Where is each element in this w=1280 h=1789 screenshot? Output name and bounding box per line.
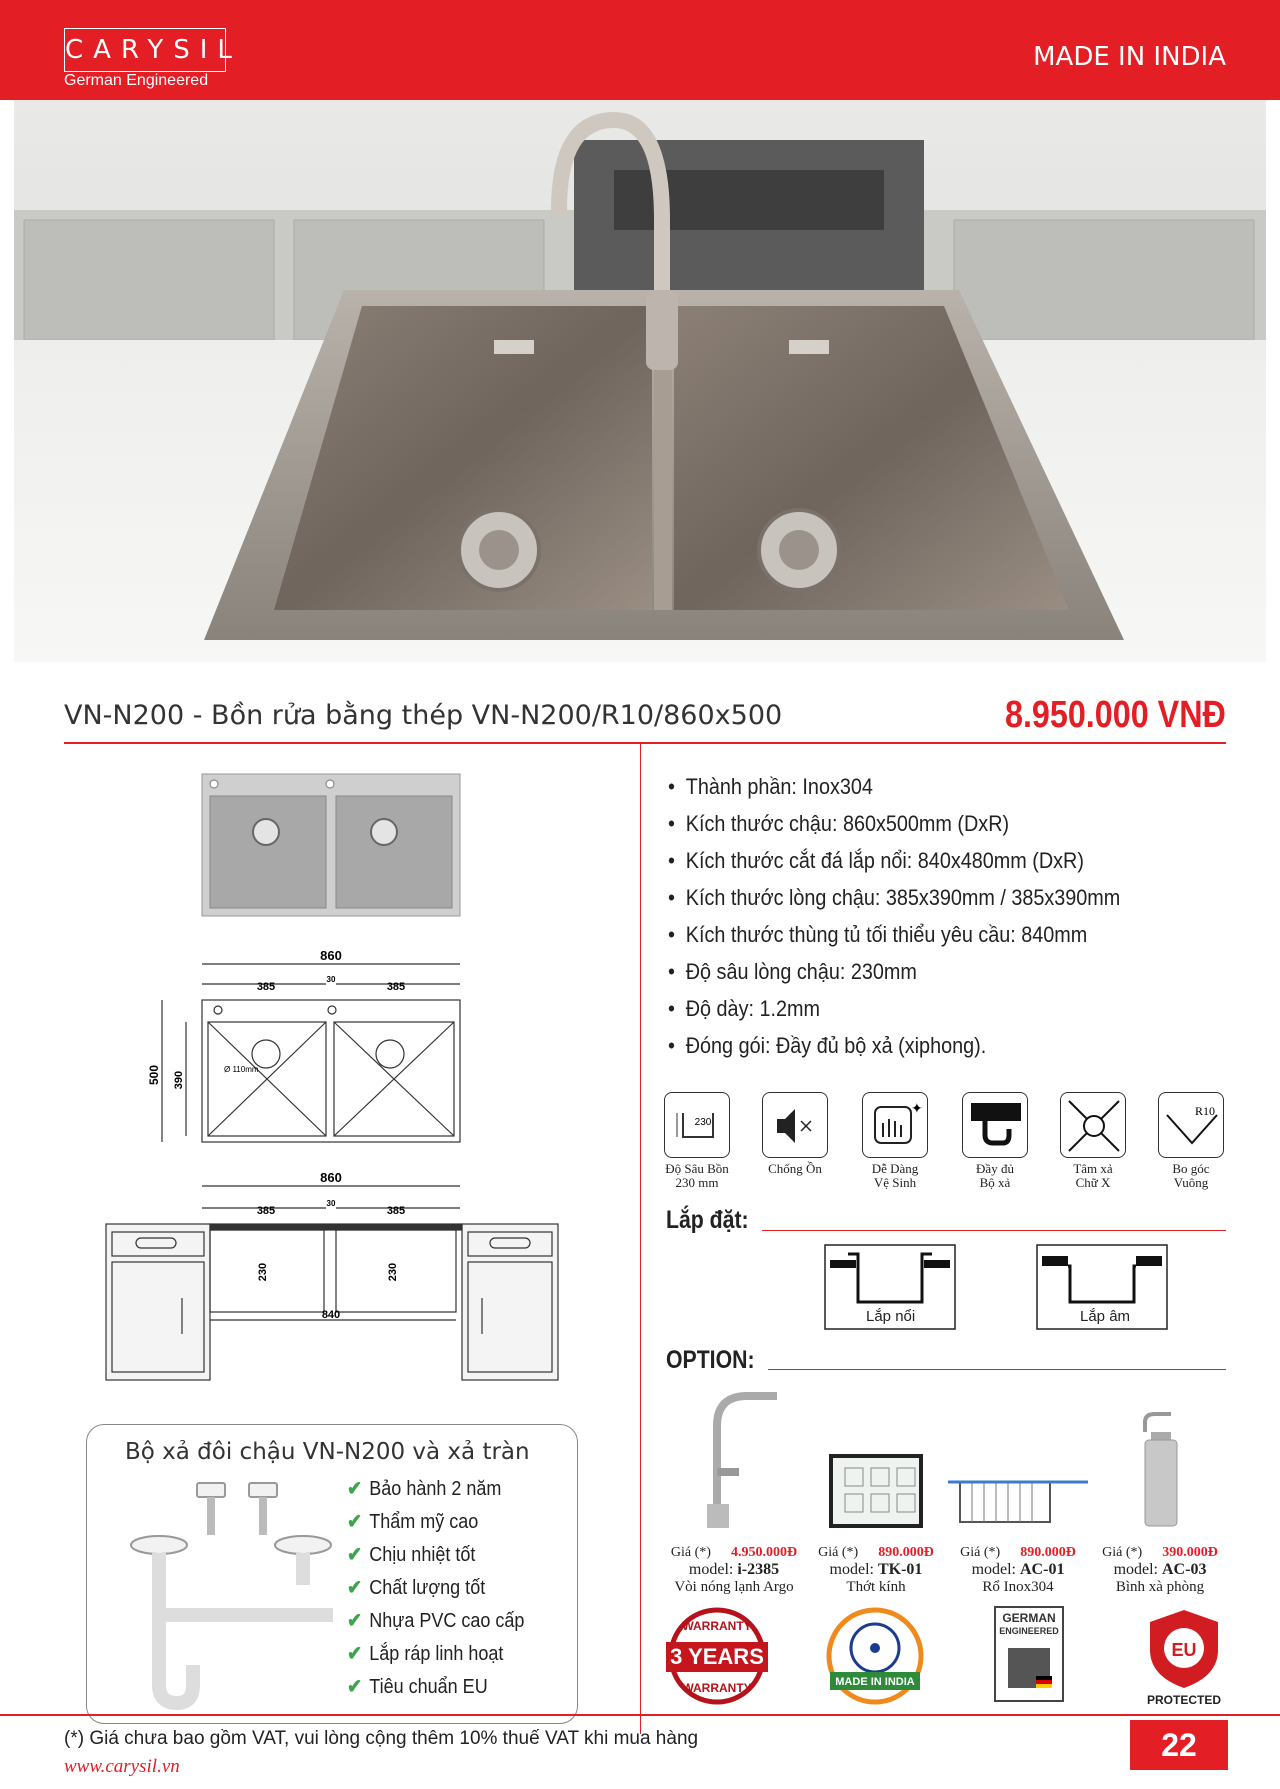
drain-kit-benefits (347, 1473, 544, 1704)
option-heading: OPTION: (666, 1346, 755, 1374)
check-icon: ✔ (347, 1511, 363, 1533)
svg-text:PROTECTED: PROTECTED (1146, 1693, 1222, 1707)
option-desc: Rổ Inox304 (982, 1579, 1054, 1595)
dim-total-depth: 500 (147, 1064, 161, 1086)
eu-protected-badge (1142, 1606, 1226, 1706)
svg-text:MADE IN INDIA: MADE IN INDIA (835, 1676, 915, 1688)
feature-label: Dễ Dàng (871, 1161, 919, 1176)
dim-left-bowl: 385 (256, 981, 276, 993)
feature-clean (860, 1092, 930, 1190)
vat-footnote: (*) Giá chưa bao gồm VAT, vui lòng cộng thêm 10% thuế VAT khi mua hàng (64, 1728, 699, 1749)
feature-noise (760, 1092, 830, 1176)
svg-text:EU: EU (1171, 1640, 1197, 1660)
side-dim-right: 385 (386, 1205, 406, 1217)
feature-label: Bộ xả (979, 1175, 1011, 1190)
benefit-label: Chịu nhiệt tốt (369, 1544, 476, 1566)
check-icon: ✔ (347, 1610, 363, 1632)
check-icon: ✔ (347, 1478, 363, 1500)
benefit-label: Chất lượng tốt (369, 1577, 486, 1599)
check-icon: ✔ (347, 1544, 363, 1566)
benefit-label: Bảo hành 2 năm (369, 1478, 502, 1500)
option-desc: Bình xà phòng (1115, 1579, 1205, 1595)
clean-hand-icon (862, 1092, 928, 1158)
feature-label: Đầy đủ (976, 1161, 1014, 1176)
check-icon: ✔ (347, 1643, 363, 1665)
cabinet-width: 840 (321, 1309, 341, 1321)
drain-pipe-icon (962, 1092, 1028, 1158)
side-dim-left: 385 (256, 1205, 276, 1217)
feature-label: Vuông (1173, 1175, 1209, 1190)
option-model-label: model: (1113, 1561, 1162, 1578)
wire-basket-icon (948, 1386, 1088, 1532)
feature-corner (1156, 1092, 1226, 1190)
install-divider (762, 1230, 1226, 1231)
option-desc: Thớt kính (846, 1579, 906, 1595)
option-item (806, 1386, 946, 1596)
option-model: i-2385 (737, 1561, 780, 1578)
undermount-label: Lắp âm (1080, 1308, 1131, 1325)
option-model-label: model: (688, 1561, 738, 1578)
benefit-item (347, 1506, 524, 1539)
spec-item: • Đóng gói: Đầy đủ bộ xả (xiphong). (668, 1027, 1120, 1064)
benefit-item (347, 1671, 524, 1704)
option-price: 4.950.000Đ (730, 1545, 798, 1560)
svg-text:WARRANTY: WARRANTY (682, 1619, 752, 1633)
feature-x-center (1058, 1092, 1128, 1190)
option-price-label: Giá (*) (670, 1545, 711, 1560)
option-price-label: Giá (*) (818, 1545, 859, 1560)
benefit-item (347, 1638, 524, 1671)
svg-text:230: 230 (694, 1117, 712, 1128)
benefit-item (347, 1473, 524, 1506)
spec-item: • Độ dày: 1.2mm (668, 990, 1120, 1027)
header-bar (0, 0, 1280, 100)
dim-drain-diameter: Ø 110mm (224, 1065, 259, 1074)
hero-photo (14, 100, 1266, 662)
option-price: 890.000Đ (878, 1545, 934, 1560)
german-engineered-badge (994, 1606, 1064, 1702)
feature-label: Chống Ồn (768, 1161, 822, 1176)
soap-dispenser-icon (1115, 1386, 1205, 1532)
footer-divider (0, 1714, 1280, 1716)
option-price: 890.000Đ (1020, 1545, 1076, 1560)
spec-item: • Kích thước cắt đá lắp nổi: 840x480mm (DxR) (668, 842, 1120, 879)
spec-list (668, 768, 1171, 1064)
install-heading: Lắp đặt: (666, 1206, 749, 1234)
feature-label: Vệ Sinh (873, 1175, 917, 1190)
svg-text:ENGINEERED: ENGINEERED (999, 1626, 1059, 1636)
option-price: 390.000Đ (1162, 1545, 1218, 1560)
top-dimension-drawing (147, 948, 470, 1150)
glass-board-icon (821, 1386, 931, 1532)
check-icon: ✔ (347, 1676, 363, 1698)
benefit-item (347, 1605, 524, 1638)
option-model-label: model: (971, 1561, 1020, 1578)
feature-label: 230 mm (675, 1175, 719, 1190)
feature-label: Độ Sâu Bồn (665, 1161, 729, 1176)
website-link[interactable]: www.carysil.vn (64, 1756, 180, 1777)
benefit-label: Tiêu chuẩn EU (369, 1676, 488, 1698)
side-dim-gap: 30 (326, 1199, 336, 1208)
dim-gap: 30 (326, 975, 336, 984)
side-dimension-drawing (106, 1172, 558, 1390)
depth-icon (664, 1092, 730, 1158)
option-price-label: Giá (*) (1102, 1545, 1143, 1560)
check-icon: ✔ (347, 1577, 363, 1599)
bowl-depth-right: 230 (387, 1262, 399, 1282)
option-desc: Vòi nóng lạnh Argo (674, 1579, 794, 1595)
page-number: 22 (1130, 1720, 1228, 1770)
benefit-item (347, 1572, 524, 1605)
side-dim-total: 860 (320, 1170, 342, 1185)
drain-kit-title: Bộ xả đôi chậu VN-N200 và xả tràn (125, 1439, 530, 1465)
x-center-icon (1060, 1092, 1126, 1158)
feature-drain (960, 1092, 1030, 1190)
benefit-label: Lắp ráp linh hoạt (369, 1643, 504, 1665)
drain-kit-illustration (113, 1475, 333, 1711)
brand-tagline: German Engineered (64, 72, 209, 89)
option-item (664, 1386, 804, 1596)
svg-text:R10: R10 (1195, 1104, 1216, 1118)
spec-item: • Kích thước chậu: 860x500mm (DxR) (668, 805, 1120, 842)
feature-label: Tâm xả (1073, 1161, 1113, 1176)
brand-logo: CARYSIL (64, 28, 226, 72)
dim-right-bowl: 385 (386, 981, 406, 993)
feature-depth (662, 1092, 732, 1190)
overmount-label: Lắp nổi (866, 1308, 916, 1325)
option-model-label: model: (829, 1561, 878, 1578)
faucet-icon (689, 1386, 779, 1532)
warranty-badge (664, 1606, 770, 1706)
mute-icon (762, 1092, 828, 1158)
product-title: VN-N200 - Bồn rửa bằng thép VN-N200/R10/860x500 (64, 700, 783, 731)
option-price-label: Giá (*) (960, 1545, 1001, 1560)
made-in-india-badge (822, 1606, 928, 1706)
corner-radius-icon (1158, 1092, 1224, 1158)
option-divider (768, 1369, 1226, 1370)
column-divider (640, 744, 641, 1734)
option-model: AC-03 (1162, 1561, 1207, 1578)
svg-text:✦: ✦ (911, 1100, 923, 1116)
dim-total-width: 860 (320, 948, 342, 963)
svg-text:3 YEARS: 3 YEARS (670, 1644, 764, 1669)
benefit-label: Thẩm mỹ cao (369, 1511, 479, 1533)
benefit-label: Nhựa PVC cao cấp (369, 1610, 525, 1632)
made-in-label: MADE IN INDIA (1033, 42, 1226, 72)
benefit-item (347, 1539, 524, 1572)
feature-label: Bo góc (1172, 1161, 1210, 1176)
feature-label: Chữ X (1075, 1175, 1111, 1190)
svg-text:GERMAN: GERMAN (1002, 1611, 1056, 1625)
option-model: TK-01 (877, 1561, 923, 1578)
product-price: 8.950.000 VNĐ (1005, 694, 1226, 736)
option-item (1090, 1386, 1230, 1596)
title-divider (64, 742, 1226, 744)
spec-item: • Kích thước thùng tủ tối thiểu yêu cầu: 840mm (668, 916, 1120, 953)
spec-item: • Thành phần: Inox304 (668, 768, 1120, 805)
drain-kit-panel (86, 1424, 578, 1724)
option-model: AC-01 (1020, 1561, 1065, 1578)
bowl-depth-left: 230 (257, 1262, 269, 1282)
sink-photo-illustration (14, 100, 1266, 662)
option-item (948, 1386, 1088, 1596)
sink-top-view-photo (202, 774, 460, 916)
spec-item: • Độ sâu lòng chậu: 230mm (668, 953, 1120, 990)
svg-text:WARRANTY: WARRANTY (682, 1681, 752, 1695)
spec-item: • Kích thước lòng chậu: 385x390mm / 385x390mm (668, 879, 1120, 916)
dim-bowl-depth: 390 (173, 1070, 185, 1090)
